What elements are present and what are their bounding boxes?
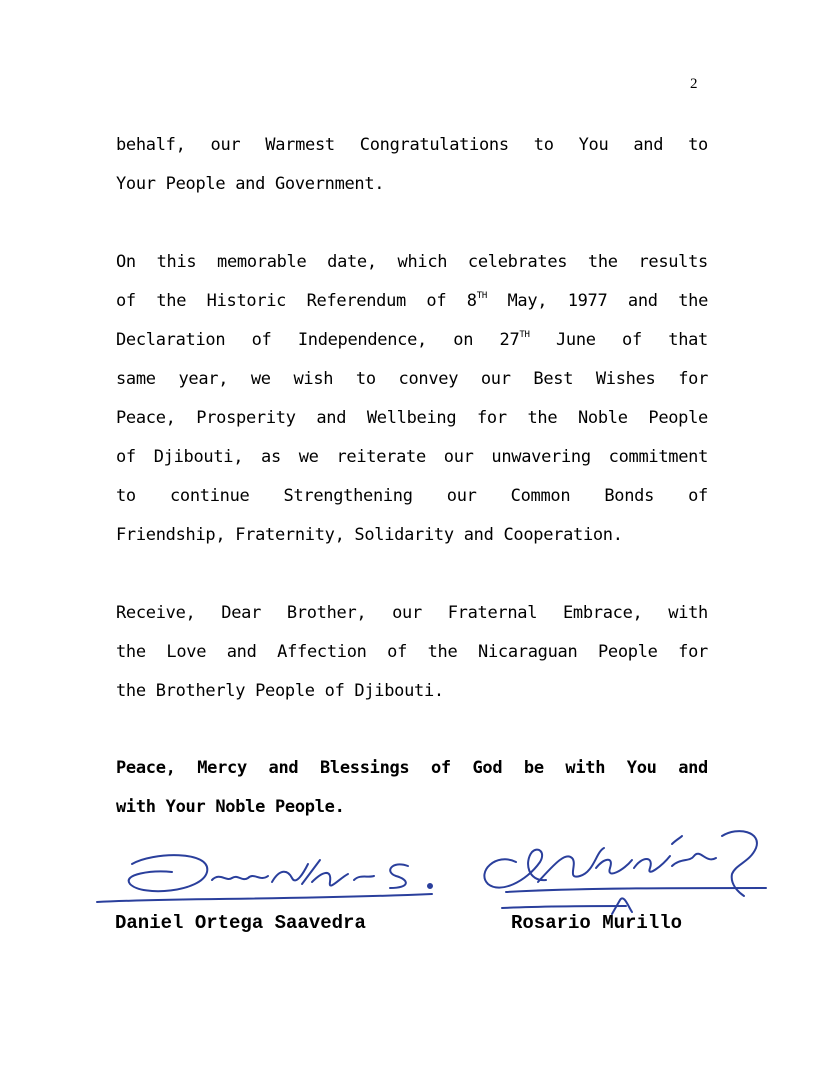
text-line: of Djibouti, as we reiterate our unwavering commitment: [116, 447, 708, 467]
text-line: Friendship, Fraternity, Solidarity and Cooperation.: [116, 525, 623, 545]
text-line: Peace, Prosperity and Wellbeing for the Noble People: [116, 408, 708, 428]
paragraph-intro: [116, 126, 708, 204]
text-line: behalf, our Warmest Congratulations to You and to: [116, 135, 708, 155]
ordinal-suffix: TH: [519, 330, 530, 340]
text-line: [116, 282, 708, 321]
text-segment: May, 1977 and the: [486, 291, 709, 311]
signature-daniel-ortega: [92, 842, 452, 912]
text-line: On this memorable date, which celebrates the results: [116, 252, 708, 272]
page-number: 2: [690, 76, 698, 92]
text-line: with Your Noble People.: [116, 797, 345, 817]
text-line: to continue Strengthening our Common Bonds of: [116, 486, 708, 506]
paragraph-celebration: [116, 243, 708, 555]
text-line: Your People and Government.: [116, 174, 385, 194]
text-segment: June of that: [529, 330, 708, 350]
text-line: Peace, Mercy and Blessings of God be with You and: [116, 758, 708, 778]
text-segment: Declaration of Independence, on 27: [116, 330, 520, 350]
text-line: same year, we wish to convey our Best Wishes for: [116, 369, 708, 389]
text-segment: of the Historic Referendum of 8: [116, 291, 477, 311]
signatory-name-left: Daniel Ortega Saavedra: [115, 912, 366, 934]
closing-blessing: [116, 749, 708, 827]
signatory-name-right: Rosario Murillo: [511, 912, 683, 934]
ordinal-suffix: TH: [476, 291, 487, 301]
signature-rosario-murillo: [476, 822, 776, 922]
text-line: the Brotherly People of Djibouti.: [116, 681, 444, 701]
paragraph-embrace: [116, 594, 708, 711]
text-line: [116, 321, 708, 360]
text-line: Receive, Dear Brother, our Fraternal Embrace, with: [116, 603, 708, 623]
text-line: the Love and Affection of the Nicaraguan People for: [116, 642, 708, 662]
